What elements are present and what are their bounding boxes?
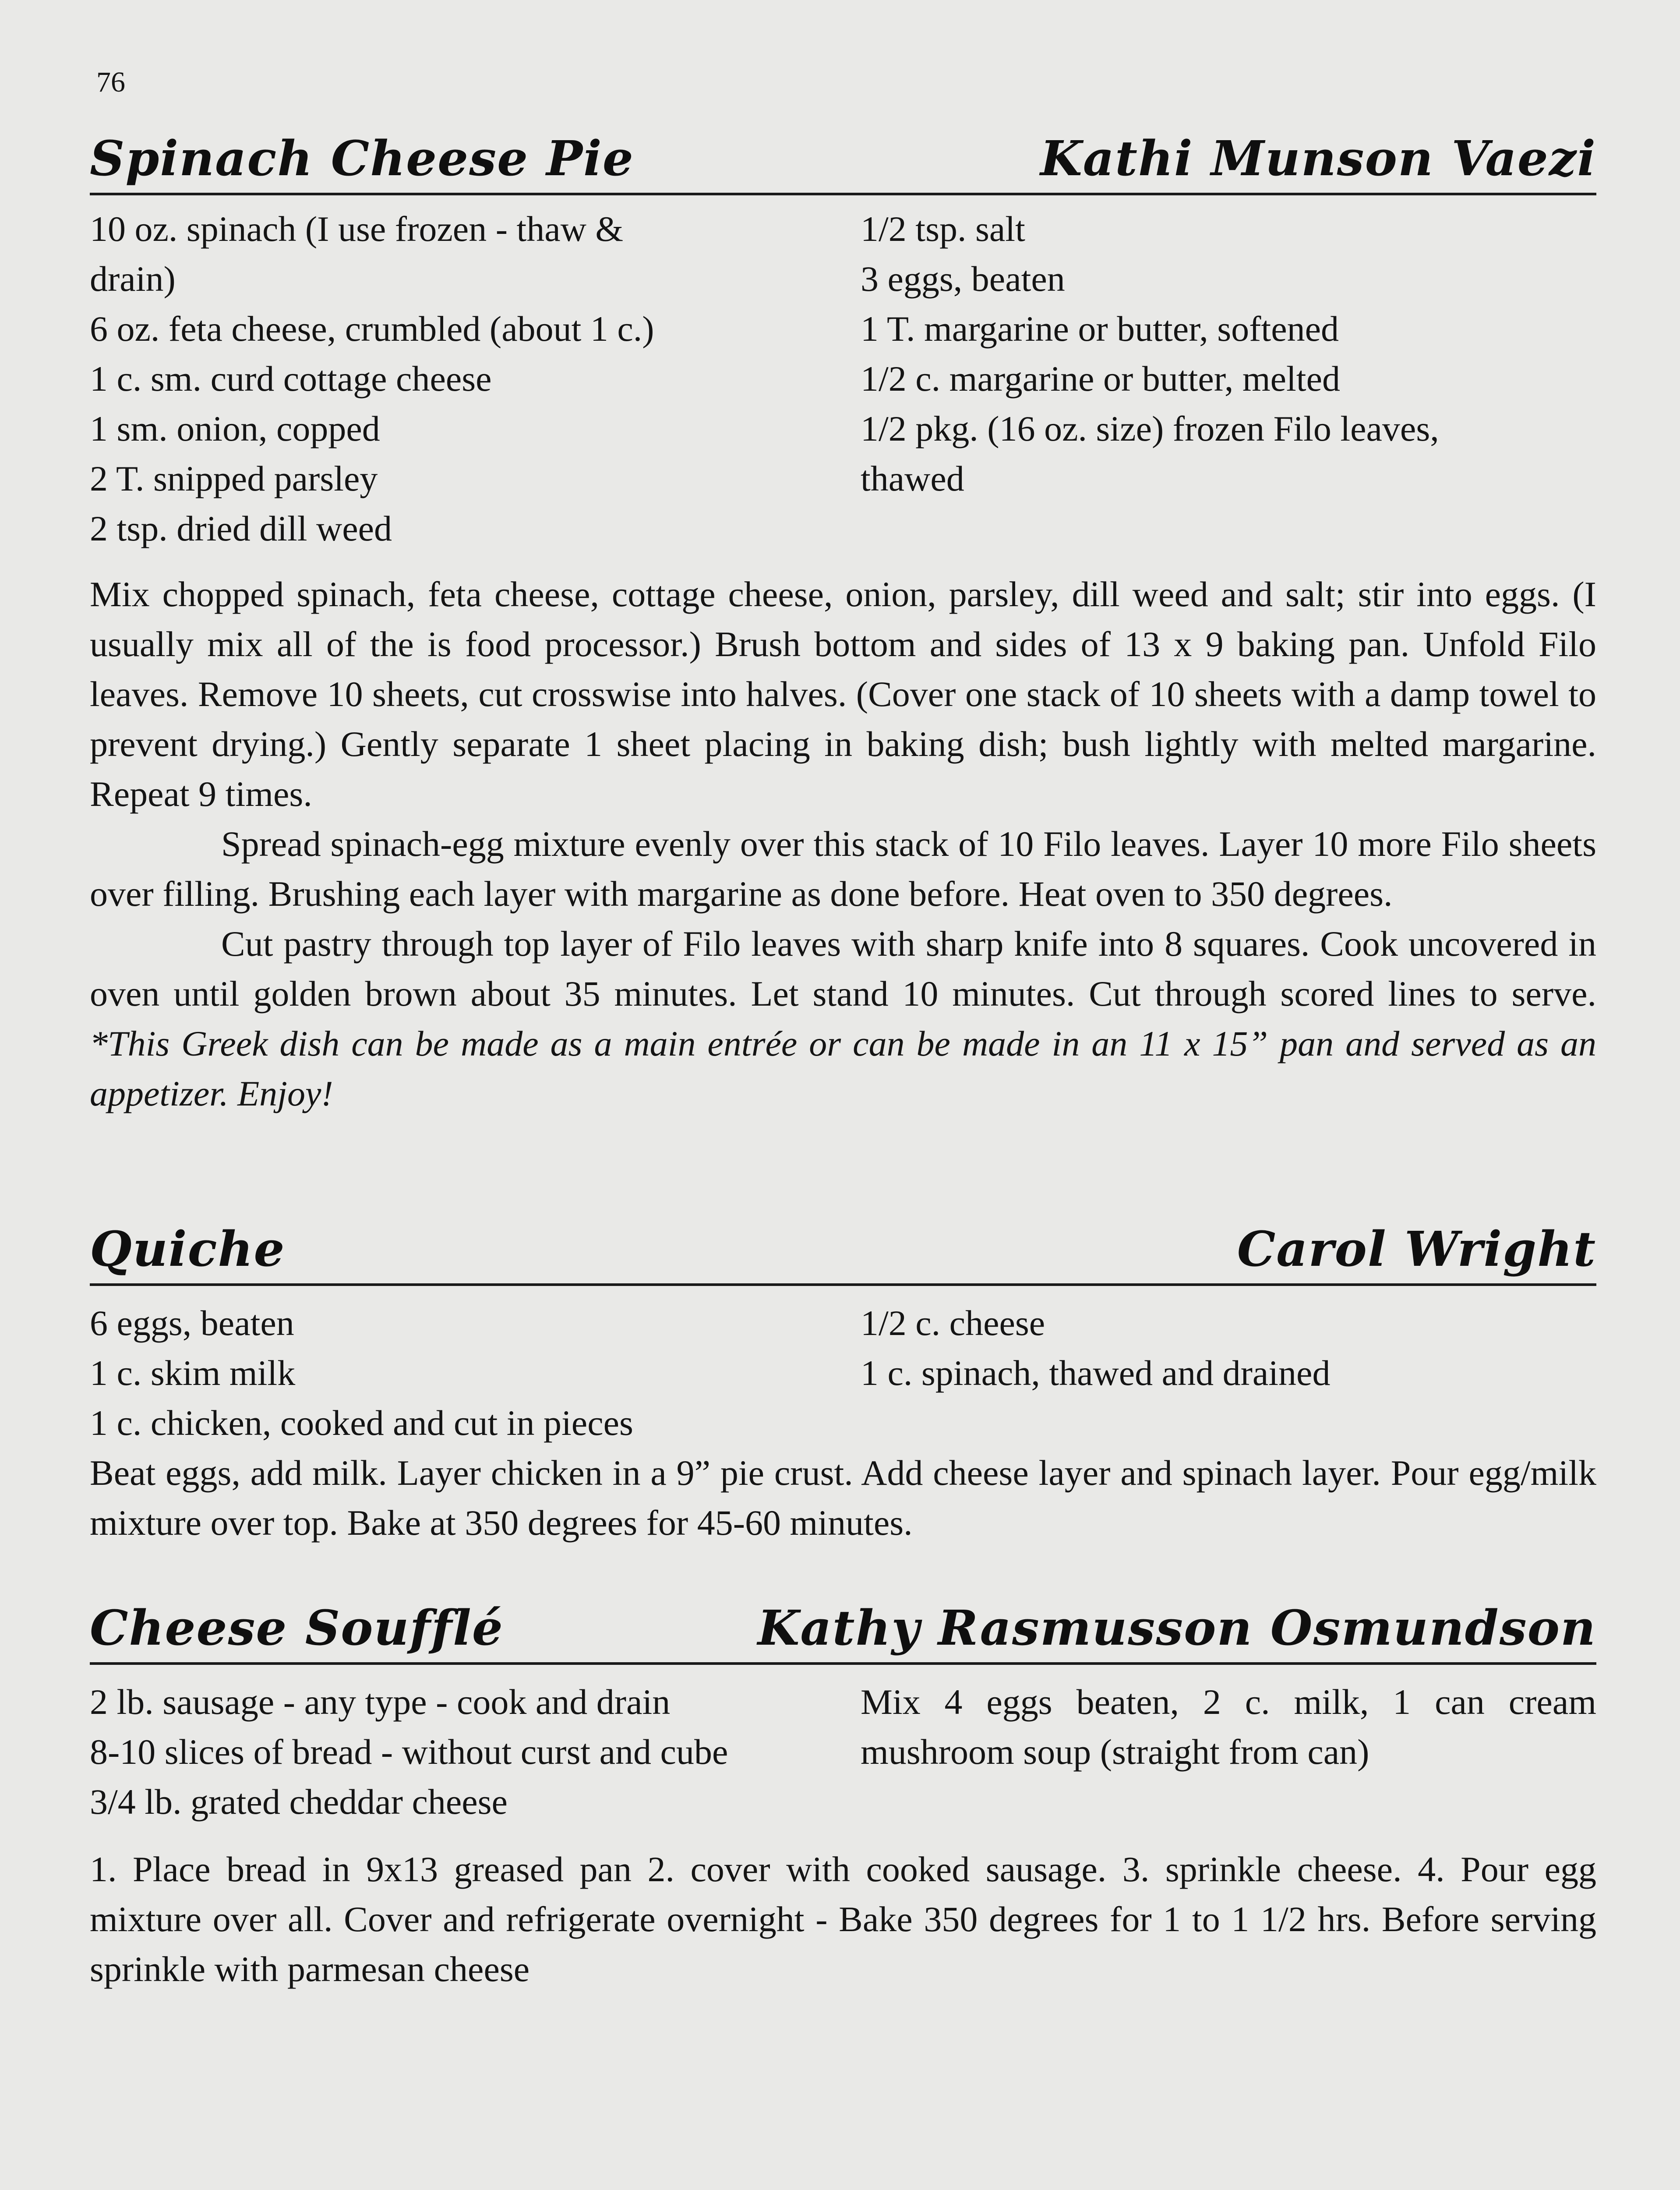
ingredients (90, 1298, 1596, 1448)
ingredients (90, 1677, 1596, 1827)
recipe-author: Kathi Munson Vaezi (1040, 130, 1596, 187)
ingredients-left-column (90, 1677, 861, 1827)
ingredient-line: 1 c. chicken, cooked and cut in pieces (90, 1403, 633, 1443)
recipe-author: Kathy Rasmusson Osmundson (757, 1600, 1596, 1656)
instructions-paragraph: Mix chopped spinach, feta cheese, cottage cheese, onion, parsley, dill weed and salt; stir into eggs. (I usually mix all of the is food processor.) Brush bottom and sides of 13 x 9 baking pan. Unfold Filo leaves. Remove 10 sheets, cut crosswise into halves. (Cover one stack of 10 sheets with a damp towel to prevent drying.) Gently separate 1 sheet placing in baking dish; bush lightly with melted margarine. Repeat 9 times. (90, 574, 1596, 814)
ingredients-left-column (90, 204, 861, 554)
ingredient-line: 1 T. margarine or butter, softened (861, 309, 1339, 349)
ingredient-line: thawed (861, 459, 964, 498)
ingredient-line: 1 sm. onion, copped (90, 409, 380, 449)
recipe-title: Quiche (90, 1221, 286, 1277)
recipe-note: *This Greek dish can be made as a main entrée or can be made in an 11 x 15” pan and served as an appetizer. Enjoy! (90, 1024, 1596, 1113)
ingredient-line: 2 tsp. dried dill weed (90, 509, 392, 548)
page-number: 76 (96, 66, 125, 98)
instructions-paragraph: Beat eggs, add milk. Layer chicken in a 9” pie crust. Add cheese layer and spinach layer. Pour egg/milk mixture over top. Bake at 350 degrees for 45-60 minutes. (90, 1453, 1596, 1543)
ingredients (90, 204, 1596, 554)
ingredient-line: 1 c. spinach, thawed and drained (861, 1353, 1331, 1393)
ingredient-line: 10 oz. spinach (I use frozen - thaw & (90, 209, 624, 249)
ingredients-right-column (861, 1298, 1596, 1448)
instructions-paragraph: 1. Place bread in 9x13 greased pan 2. cover with cooked sausage. 3. sprinkle cheese. 4. Pour egg mixture over all. Cover and refrigerate overnight - Bake 350 degrees for 1 to 1 1/2 hrs. Before serving sprinkle with parmesan cheese (90, 1849, 1596, 1989)
recipe-title: Spinach Cheese Pie (90, 130, 634, 187)
ingredient-line: 2 lb. sausage - any type - cook and drain (90, 1682, 671, 1722)
ingredient-line: 6 eggs, beaten (90, 1303, 294, 1343)
ingredient-line: 1/2 pkg. (16 oz. size) frozen Filo leaves, (861, 409, 1439, 449)
ingredient-line: 8-10 slices of bread - without curst and cube (90, 1732, 728, 1772)
ingredient-line: 3/4 lb. grated cheddar cheese (90, 1782, 508, 1822)
instructions-paragraph: Spread spinach-egg mixture evenly over this stack of 10 Filo leaves. Layer 10 more Filo sheets over filling. Brushing each layer with margarine as done before. Heat oven to 350 degrees. (90, 824, 1596, 914)
ingredient-line: 2 T. snipped parsley (90, 459, 378, 498)
ingredient-line: 1 c. skim milk (90, 1353, 296, 1393)
ingredients-right-column (861, 1677, 1596, 1827)
recipe-quiche (90, 1222, 1596, 1548)
ingredients-right-column (861, 204, 1596, 554)
ingredient-line: 1/2 c. cheese (861, 1303, 1045, 1343)
ingredient-line: 6 oz. feta cheese, crumbled (about 1 c.) (90, 309, 654, 349)
recipe-header (90, 1222, 1596, 1286)
ingredient-line: 3 eggs, beaten (861, 259, 1065, 299)
ingredients-left-column (90, 1298, 861, 1448)
recipe-header (90, 127, 1596, 195)
recipe-author: Carol Wright (1237, 1221, 1596, 1277)
ingredient-line: drain) (90, 259, 176, 299)
recipe-title: Cheese Soufflé (90, 1600, 504, 1656)
ingredient-line: 1 c. sm. curd cottage cheese (90, 359, 492, 399)
ingredient-line: 1/2 c. margarine or butter, melted (861, 359, 1340, 399)
recipe-header (90, 1599, 1596, 1665)
recipe-cheese-souffle (90, 1599, 1596, 1994)
instructions-text: Cut pastry through top layer of Filo leaves with sharp knife into 8 squares. Cook uncovered in oven until golden brown about 35 minutes. Let stand 10 minutes. Cut through scored lines to serve. (90, 924, 1596, 1014)
instructions-paragraph (90, 919, 1596, 1119)
ingredient-line: Mix 4 eggs beaten, 2 c. milk, 1 can cream mushroom soup (straight from can) (861, 1682, 1596, 1772)
ingredient-line: 1/2 tsp. salt (861, 209, 1025, 249)
recipe-spinach-cheese-pie (90, 127, 1596, 1119)
